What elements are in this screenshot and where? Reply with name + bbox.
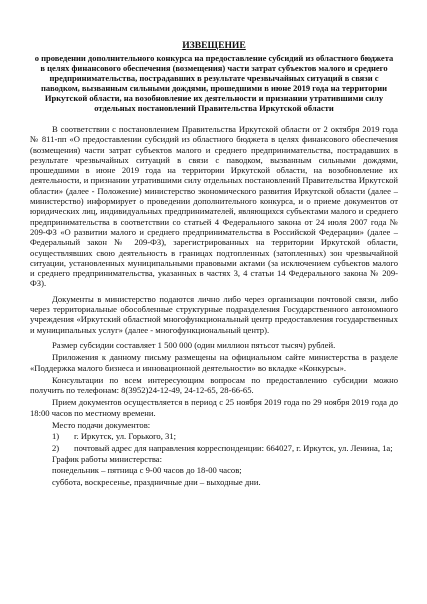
notice-page (30, 40, 398, 600)
schedule-label: График работы министерства: (52, 453, 163, 464)
place-item-2-text: почтовый адрес для направления корреспонденции: 664027, г. Иркутск, ул. Ленина, 1а; (74, 442, 393, 453)
paragraph-attachments: Приложения к данному письму размещены на официальном сайте министерства в разделе «Поддержка малого бизнеса и инновационной деятельности» во вкладке «Конкурсы». (30, 352, 398, 373)
schedule-weekends: суббота, воскресенье, праздничные дни – выходные дни. (52, 476, 261, 487)
place-item-1 (30, 431, 398, 441)
notice-subtitle: о проведении дополнительного конкурса на предоставление субсидий из областного бюджета в целях финансового обеспечения (возмещения) части затрат субъектов малого и среднего предпринимательства, пострадавших в результате чрезвычайных ситуаций в связи с паводком, вызванным сильными дождями, прошедшими в июне 2019 года на территории Иркутской области, на возобновление их деятельности и признании утратившими силу отдельных постановлений Правительства Иркутской области (34, 53, 394, 113)
paragraph-legal-basis: В соответствии с постановлением Правительства Иркутской области от 2 октября 2019 года № 811-пп «О предоставлении субсидий из областного бюджета в целях финансового обеспечения (возмещения) части затрат субъектов малого и среднего предпринимательства, пострадавших в результате чрезвычайных ситуаций в связи с паводком, вызванным сильными дождями, прошедшими в июне 2019 года на территории Иркутской области, на возобновление их деятельности, и признании утратившими силу отдельных постановлений Правительства Иркутской области» (далее - Положение) министерство экономического развития Иркутской области (далее – министерство) информирует о проведении дополнительного конкурса, и о приеме документов от юридических лиц, индивидуальных предпринимателей, являющихся субъектами малого и среднего предпринимательства в соответствии со статьей 4 Федерального закона от 24 июля 2007 года № 209-ФЗ «О развитии малого и среднего предпринимательства в Российской Федерации» (далее – Федеральный закон № 209-ФЗ), зарегистрированных на территории Иркутской области, осуществлявших свою деятельность в границах подтопленных (затопленных) зон чрезвычайной ситуации, установленных муниципальными правовыми актами (за исключением субъектов малого и среднего предпринимательства, указанных в частях 3, 4 статьи 14 Федерального закона № 209-ФЗ). (30, 124, 398, 289)
place-item-1-text: г. Иркутск, ул. Горького, 31; (74, 431, 177, 442)
places-label: Место подачи документов: (52, 420, 151, 431)
schedule-weekdays: понедельник – пятница с 9-00 часов до 18-00 часов; (52, 465, 242, 476)
notice-title: ИЗВЕЩЕНИЕ (182, 40, 246, 51)
paragraph-acceptance-period: Прием документов осуществляется в период с 25 ноября 2019 года по 29 ноября 2019 года до 18:00 часов по местному времени. (30, 397, 398, 418)
place-item-2-number: 2) (52, 442, 60, 453)
paragraph-consultations: Консультации по всем интересующим вопросам по предоставлению субсидии можно получить по телефонам: 8(3952)24-12-49, 24-12-65, 28-66-65. (30, 374, 398, 396)
paragraph-submission-methods: Документы в министерство подаются лично либо через организации почтовой связи, либо через территориальные обособленные структурные подразделения Государственного автономного учреждения «Иркутский областной многофункциональный центр предоставления государственных и муниципальных услуг» (далее - многофункциональный центр). (30, 293, 398, 335)
place-item-1-number: 1) (52, 431, 60, 442)
paragraph-subsidy-amount: Размер субсидии составляет 1 500 000 (один миллион пятьсот тысяч) рублей. (52, 339, 336, 350)
place-item-2 (30, 443, 398, 453)
